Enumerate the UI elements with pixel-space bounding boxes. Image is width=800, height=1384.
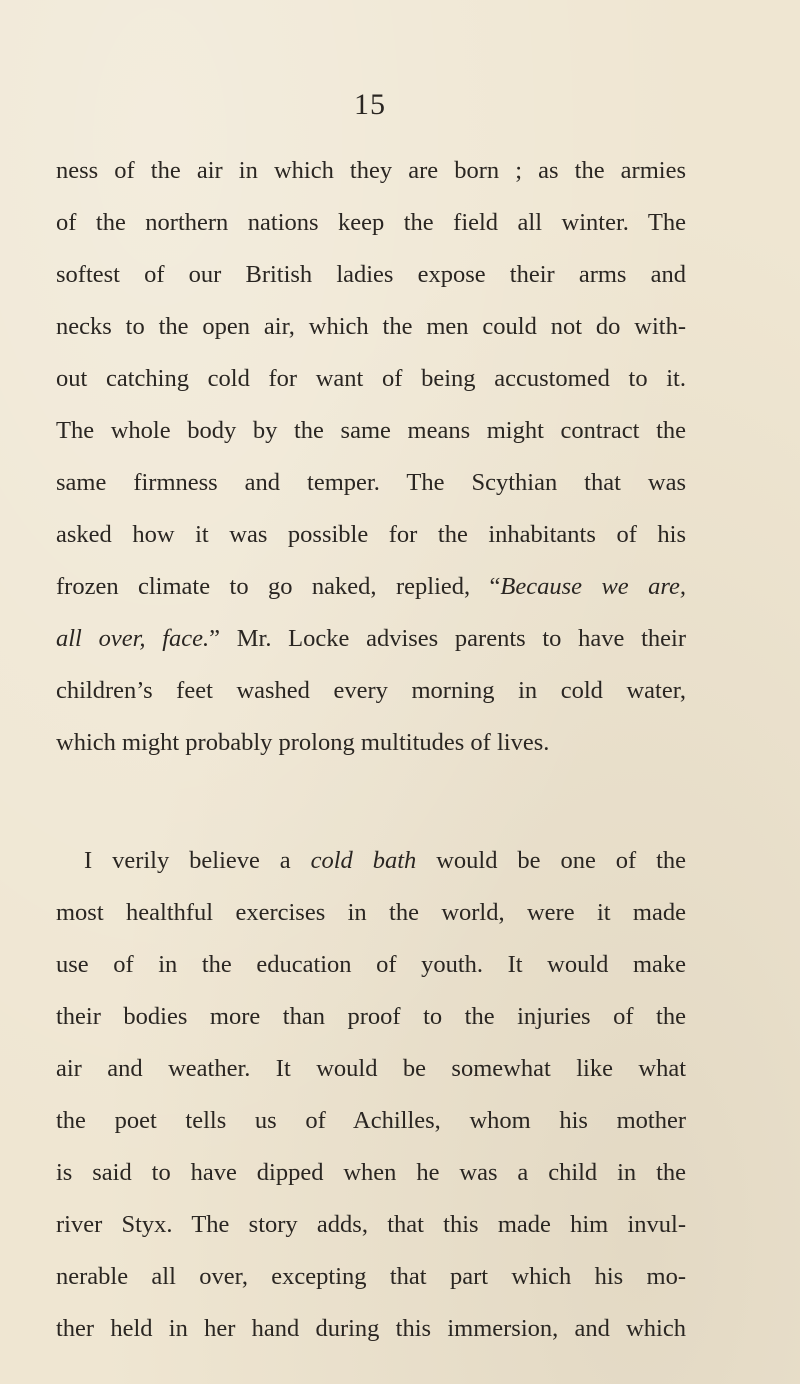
italic-quote: all over, face. <box>56 625 210 652</box>
page-number: 15 <box>354 88 386 121</box>
paragraph-gap <box>56 769 686 835</box>
text-line: softest of our British ladies expose their arms and <box>56 261 686 288</box>
text-run: I verily believe a <box>84 847 311 874</box>
text-line <box>56 835 686 887</box>
text-line: asked how it was possible for the inhabitants of his <box>56 521 686 548</box>
text-line: is said to have dipped when he was a child in the <box>56 1159 686 1186</box>
text-line: river Styx. The story adds, that this made him invul- <box>56 1211 686 1238</box>
text-line: children’s feet washed every morning in cold water, <box>56 677 686 704</box>
text-line: air and weather. It would be somewhat like what <box>56 1055 686 1082</box>
text-line: same firmness and temper. The Scythian that was <box>56 469 686 496</box>
text-line: which might probably prolong multitudes of lives. <box>56 729 550 756</box>
italic-term: cold bath <box>310 847 417 874</box>
text-line: the poet tells us of Achilles, whom his mother <box>56 1107 686 1134</box>
text-line: nerable all over, excepting that part which his mo- <box>56 1263 686 1290</box>
text-line <box>56 561 686 613</box>
text-line: out catching cold for want of being accustomed to it. <box>56 365 686 392</box>
italic-quote: Because we are, <box>500 573 686 600</box>
text-line: use of in the education of youth. It would make <box>56 951 686 978</box>
text-line: their bodies more than proof to the injuries of the <box>56 1003 686 1030</box>
text-line: of the northern nations keep the field all winter. The <box>56 209 686 236</box>
text-line: The whole body by the same means might contract the <box>56 417 686 444</box>
text-line <box>56 613 686 665</box>
text-line: ther held in her hand during this immersion, and which <box>56 1315 686 1342</box>
text-run: ” Mr. Locke advises parents to have their <box>209 625 686 652</box>
text-run: would be one of the <box>416 847 687 874</box>
body-text <box>56 145 686 1355</box>
text-line: necks to the open air, which the men could not do with- <box>56 313 686 340</box>
text-run: frozen climate to go naked, replied, “ <box>56 573 501 600</box>
text-line: ness of the air in which they are born ; as the armies <box>56 157 686 184</box>
paragraph-1 <box>56 145 686 769</box>
text-line: most healthful exercises in the world, were it made <box>56 899 686 926</box>
paragraph-2 <box>56 835 686 1355</box>
